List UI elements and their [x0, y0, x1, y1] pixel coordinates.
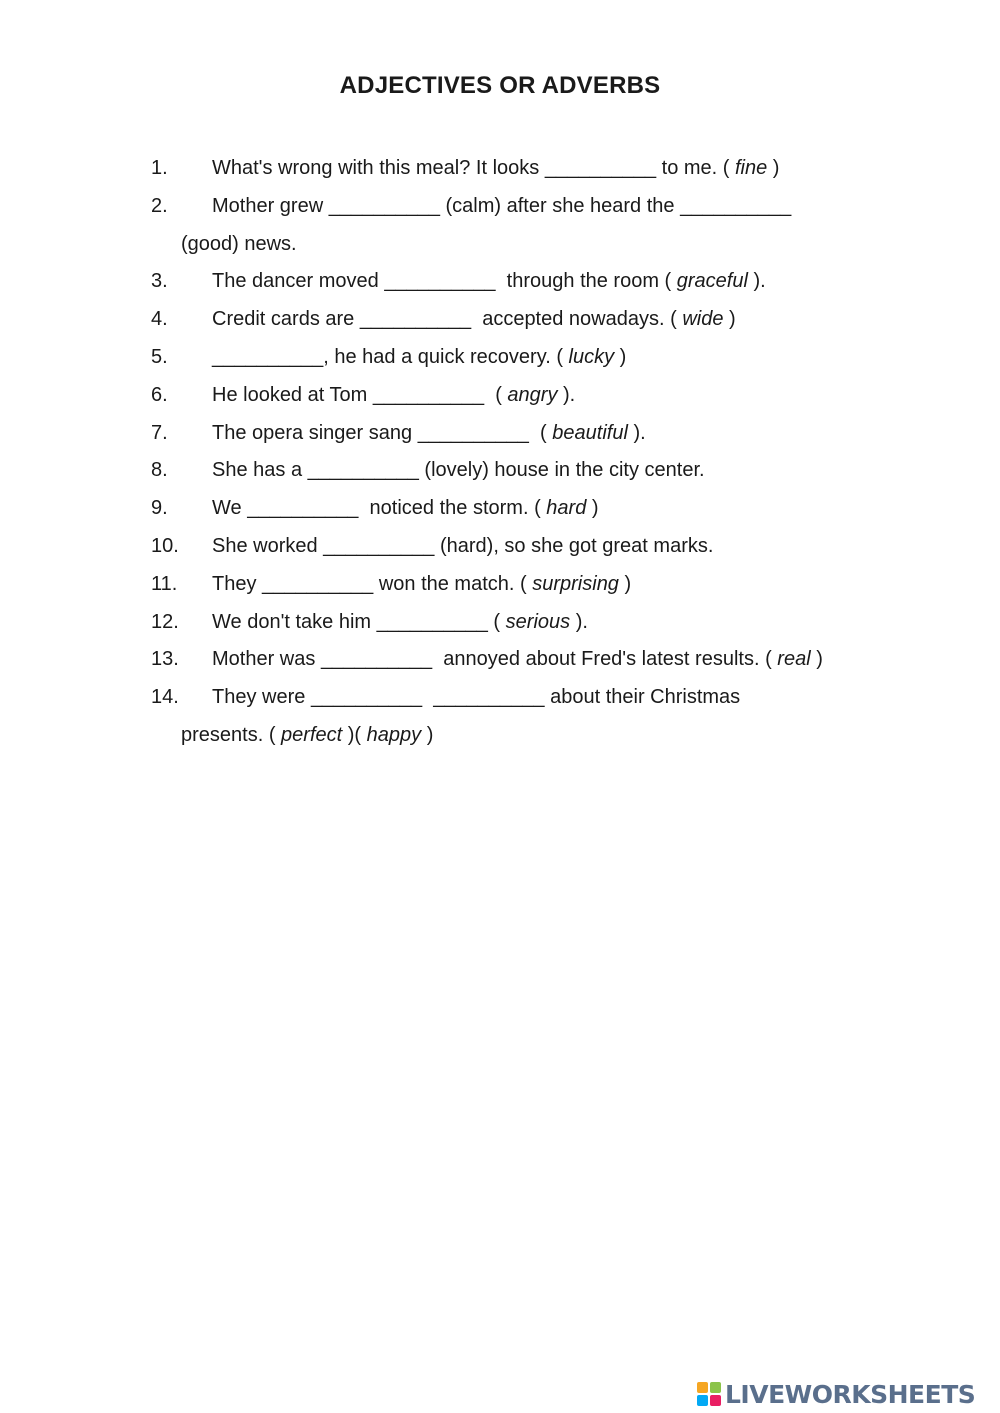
- sentence-text: ): [586, 497, 599, 520]
- exercise-item: [151, 377, 911, 415]
- sentence-text: What's wrong with this meal? It looks: [212, 157, 545, 179]
- hint-word: beautiful: [552, 421, 628, 444]
- exercise-item: [151, 566, 911, 604]
- answer-blank: __________: [433, 686, 545, 709]
- exercise-item: [151, 604, 911, 642]
- answer-blank: __________: [372, 383, 485, 406]
- item-number: 8.: [151, 459, 168, 482]
- sentence-text: (: [528, 421, 553, 444]
- item-number: 9.: [151, 497, 168, 520]
- item-number: 13.: [151, 648, 179, 671]
- hint-word: surprising: [532, 572, 619, 595]
- item-number: 14.: [151, 686, 179, 709]
- exercise-line: [151, 641, 911, 679]
- exercise-line: [151, 263, 911, 301]
- answer-blank: __________: [323, 534, 435, 557]
- logo-text: LIVEWORKSHEETS: [725, 1379, 976, 1409]
- sentence-text: won the match. (: [373, 572, 533, 595]
- item-number: 3.: [151, 270, 168, 293]
- sentence-text: ): [421, 723, 434, 746]
- exercise-item: [151, 415, 911, 453]
- sentence-text: accepted nowadays. (: [471, 308, 683, 331]
- exercise-item: [151, 150, 911, 188]
- answer-blank: __________: [384, 270, 496, 293]
- answer-blank: __________: [544, 157, 657, 179]
- hint-word: wide: [682, 308, 724, 331]
- sentence-text: (: [487, 610, 506, 633]
- sentence-text: (hard), so she got great marks.: [434, 534, 714, 557]
- exercise-line: [151, 490, 911, 528]
- sentence-text: through the room (: [495, 270, 677, 293]
- sentence-text: (: [484, 383, 508, 406]
- answer-blank: __________: [310, 686, 423, 709]
- exercise-line: [151, 188, 911, 226]
- exercise-line: [151, 604, 911, 642]
- exercise-line: [151, 150, 911, 188]
- item-number: 5.: [151, 345, 168, 368]
- exercise-line: [151, 415, 911, 453]
- sentence-text: He looked at Tom: [212, 383, 373, 406]
- hint-word: fine: [734, 157, 768, 179]
- exercise-item: [151, 490, 911, 528]
- hint-word: real: [777, 648, 811, 671]
- sentence-text: , he had a quick recovery. (: [323, 345, 569, 368]
- item-number: 10.: [151, 534, 179, 557]
- logo-square: [697, 1395, 708, 1406]
- sentence-text: (lovely) house in the city center.: [418, 459, 705, 482]
- item-number: 12.: [151, 610, 179, 633]
- item-number: 4.: [151, 308, 168, 331]
- liveworksheets-logo: [697, 1377, 975, 1411]
- sentence-text: ): [614, 345, 627, 368]
- liveworksheets-logo-icon: [697, 1382, 721, 1406]
- sentence-text: annoyed about Fred's latest results. (: [432, 648, 778, 671]
- answer-blank: __________: [680, 194, 792, 217]
- sentence-text: to me. (: [656, 157, 735, 179]
- hint-word: perfect: [281, 723, 343, 746]
- answer-blank: __________: [262, 572, 374, 595]
- answer-blank: __________: [320, 648, 433, 671]
- sentence-text: We: [212, 497, 248, 520]
- logo-square: [710, 1382, 721, 1393]
- exercise-item: [151, 301, 911, 339]
- sentence-text: Mother was: [212, 648, 321, 671]
- sentence-text: (good) news.: [181, 232, 297, 255]
- sentence-text: ): [767, 157, 780, 179]
- exercise-line: [151, 566, 911, 604]
- exercise-line: [151, 377, 911, 415]
- hint-word: graceful: [676, 270, 748, 293]
- sentence-text: presents. (: [181, 723, 282, 746]
- sentence-text: (calm) after she heard the: [439, 194, 681, 217]
- sentence-text: She has a: [212, 459, 308, 482]
- sentence-text: ).: [627, 421, 646, 444]
- exercise-item: [151, 641, 911, 679]
- exercise-list: [151, 150, 911, 755]
- sentence-text: The dancer moved: [212, 270, 385, 293]
- hint-word: angry: [507, 383, 558, 406]
- sentence-text: They were: [212, 686, 311, 709]
- exercise-item: [151, 452, 911, 490]
- exercise-line: [151, 452, 911, 490]
- item-number: 1.: [151, 157, 168, 179]
- sentence-text: ).: [570, 610, 588, 633]
- sentence-text: ).: [747, 270, 766, 293]
- logo-square: [710, 1395, 721, 1406]
- sentence-text: Credit cards are: [212, 308, 360, 331]
- exercise-line: [151, 339, 911, 377]
- exercise-line-continued: [151, 717, 911, 755]
- answer-blank: __________: [212, 345, 324, 368]
- exercise-line: [151, 679, 911, 717]
- worksheet-title: ADJECTIVES OR ADVERBS: [339, 72, 661, 99]
- item-number: 11.: [151, 572, 178, 595]
- logo-square: [697, 1382, 708, 1393]
- answer-blank: __________: [247, 497, 359, 520]
- sentence-text: Mother grew: [212, 194, 329, 217]
- sentence-text: [422, 686, 433, 708]
- sentence-text: ): [810, 648, 823, 671]
- sentence-text: ): [723, 308, 736, 331]
- item-number: 2.: [151, 194, 168, 217]
- exercise-item: [151, 188, 911, 264]
- hint-word: serious: [505, 610, 571, 633]
- answer-blank: __________: [359, 308, 472, 331]
- item-number: 6.: [151, 383, 168, 406]
- sentence-text: We don't take him: [212, 610, 377, 633]
- exercise-line-continued: [151, 226, 911, 264]
- exercise-item: [151, 528, 911, 566]
- sentence-text: noticed the storm. (: [358, 497, 547, 520]
- answer-blank: __________: [307, 459, 419, 482]
- hint-word: hard: [546, 497, 587, 520]
- sentence-text: The opera singer sang: [212, 421, 418, 444]
- sentence-text: about their Christmas: [544, 686, 741, 709]
- exercise-item: [151, 679, 911, 755]
- sentence-text: ).: [557, 383, 576, 406]
- item-number: 7.: [151, 421, 168, 444]
- hint-word: lucky: [568, 345, 615, 368]
- answer-blank: __________: [376, 610, 488, 633]
- exercise-line: [151, 528, 911, 566]
- answer-blank: __________: [328, 194, 440, 217]
- sentence-text: She worked: [212, 534, 324, 557]
- answer-blank: __________: [417, 421, 529, 444]
- exercise-item: [151, 339, 911, 377]
- sentence-text: ): [618, 572, 632, 595]
- exercise-item: [151, 263, 911, 301]
- exercise-line: [151, 301, 911, 339]
- sentence-text: )(: [342, 723, 367, 746]
- sentence-text: They: [212, 572, 263, 595]
- hint-word: happy: [366, 723, 422, 746]
